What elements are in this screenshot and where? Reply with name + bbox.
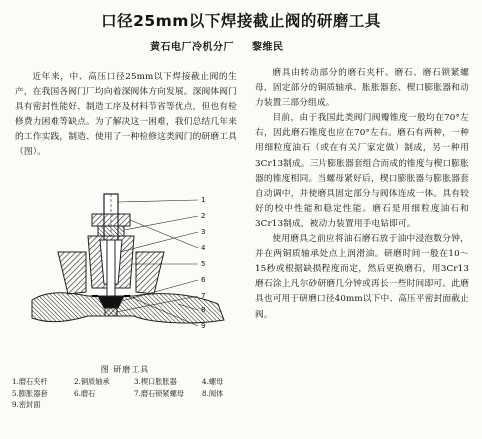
paragraph-structure: 磨具由转动部分的磨石夹杆、磨石、磨石锁紧螺母，固定部分的铜质轴承、胀胀器套、楔口膨胀器和动力装置三部分组成。 [255,68,469,109]
left-column [15,70,237,161]
nut [92,214,130,226]
right-column [255,66,469,323]
legend-item: 4.螺母 [202,377,224,386]
legend-item: 7.磨石锁紧螺母 [134,388,184,398]
legend-item: 8.阀体 [202,388,224,398]
legend-item: 1.磨石夹杆 [12,377,48,386]
valve-body-right [136,252,164,294]
legend-item: 2.铜质轴承 [74,377,110,386]
paragraph-usage: 使用磨具之前应将油石磨石放于油中浸泡数分钟，并在两铜质轴承处点上润滑油。研磨时间一般在10～15秒或根据缺损程度而定，然后更换磨石，用3Cr13磨石涂上凡尔砂研磨几分钟或再长一些时间即可。此磨具也可用于研磨口径40mm以下中、高压平密封面截止阀。 [255,234,469,320]
valve-body-left [58,252,86,294]
legend-row [12,399,252,411]
article-title: 口径25mm以下焊接截止阀的研磨工具 [101,12,381,30]
callout-9: 9 [201,322,206,330]
stone-lock-nut [105,308,117,316]
legend-row [12,376,252,388]
callout-7: 7 [201,292,206,300]
legend-item: 5.膨胀器套 [12,388,48,398]
author-name: 黎维民 [252,42,284,53]
legend-row [12,388,252,400]
callout-3: 3 [201,228,206,236]
callout-2: 2 [201,212,206,220]
legend-item: 6.磨石 [74,388,96,398]
valve-body [32,293,224,323]
callout-8: 8 [201,306,206,314]
legend-item: 3.楔口胀胀器 [134,377,177,386]
figure-caption: 图 研磨工具 [100,365,150,374]
callout-5: 5 [201,260,206,268]
callout-4: 4 [201,244,206,252]
byline [150,38,390,53]
legend-item: 9.密封面 [12,400,41,409]
callout-6: 6 [201,276,206,284]
copper-bearing [98,226,124,236]
intro-paragraph: 近年来，中、高压口径25mm以下焊接截止阀的生产，在我国各阀门厂均向着深阀体方向发展。深阀体阀门具有密封性能好、制造工序及材料节省等优点，但也有检修费力困难等缺点。为了解决这一困难，我们总结几年来的工作实践，制造、使用了一种检修这类阀门的研磨工具（图）。 [15,72,237,158]
figure-legend [12,376,252,411]
grinding-tool-diagram [28,192,228,362]
paragraph-grinding-stones: 目前，由于我国此类阀门阀瓣锥度一般均在70°左右，因此磨石锥度也应在70°左右。磨石有两种，一种用细粒度油石（或在有关厂家定做）制成，另一种用3Cr13制成。三片膨胀器套组合而成的锥度与楔口膨胀器的锥度相同。当螺母紧好后，楔口膨胀器与膨胀器套自动调中，并使磨具固定部分与阀体连成一体。具有较好的校中性能和稳定性能。磨石是用细粒度油石和3Cr13制成，被动力装置用手电钻即可。 [255,113,469,229]
callout-1: 1 [201,196,206,204]
author-affiliation: 黄石电厂冷机分厂 [150,42,234,53]
